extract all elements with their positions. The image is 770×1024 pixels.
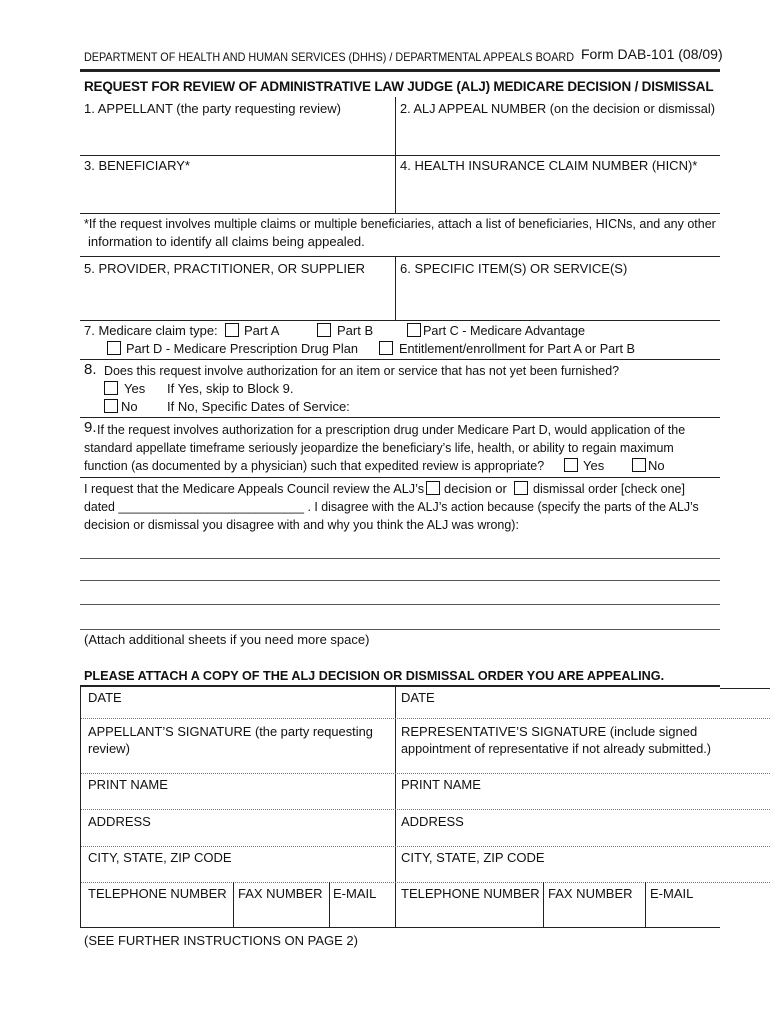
block8-yes-checkbox[interactable]	[104, 381, 118, 395]
block8-question: Does this request involve authorization for an item or service that has not yet been furnished?	[104, 363, 620, 378]
representative-telephone-field[interactable]: TELEPHONE NUMBER	[401, 886, 540, 901]
divider	[80, 155, 720, 156]
block8-no-checkbox[interactable]	[104, 399, 118, 413]
entitlement-label: Entitlement/enrollment for Part A or Part B	[399, 341, 636, 356]
appellant-email-field[interactable]: E-MAIL	[333, 886, 377, 901]
multiple-claims-note: *If the request involves multiple claims or multiple beneficiaries, attach a list of beneficiaries, HICNs, and any other	[84, 216, 716, 231]
appellant-field[interactable]: 1. APPELLANT (the party requesting review)	[84, 101, 341, 116]
divider	[80, 685, 720, 687]
divider	[81, 882, 770, 883]
part-c-label: Part C - Medicare Advantage	[423, 323, 586, 338]
divider	[80, 213, 720, 214]
appellant-signature-field[interactable]: APPELLANT’S SIGNATURE (the party requesting	[88, 724, 373, 739]
hicn-field[interactable]: 4. HEALTH INSURANCE CLAIM NUMBER (HICN)*	[400, 158, 698, 173]
request-line1: I request that the Medicare Appeals Council review the ALJ’s	[84, 481, 425, 496]
provider-field[interactable]: 5. PROVIDER, PRACTITIONER, OR SUPPLIER	[84, 261, 365, 276]
agency-header: DEPARTMENT OF HEALTH AND HUMAN SERVICES (DHHS) / DEPARTMENTAL APPEALS BOARD	[84, 50, 575, 64]
divider	[543, 882, 544, 927]
representative-signature-field[interactable]: REPRESENTATIVE’S SIGNATURE (include signed	[401, 724, 698, 739]
attach-sheets-note: (Attach additional sheets if you need more space)	[84, 632, 370, 647]
block9-line2: standard appellate timeframe seriously jeopardize the beneficiary’s life, health, or ability to regain maximum	[84, 440, 674, 455]
alj-appeal-number-field[interactable]: 2. ALJ APPEAL NUMBER (on the decision or dismissal)	[400, 101, 715, 116]
divider	[80, 687, 81, 927]
part-d-checkbox[interactable]	[107, 341, 121, 355]
representative-signature-note: appointment of representative if not already submitted.)	[401, 741, 712, 756]
decision-checkbox[interactable]	[426, 481, 440, 495]
divider	[395, 256, 396, 320]
entitlement-checkbox[interactable]	[379, 341, 393, 355]
divider	[645, 882, 646, 927]
divider	[81, 846, 770, 847]
beneficiary-field[interactable]: 3. BENEFICIARY*	[84, 158, 190, 173]
part-a-checkbox[interactable]	[225, 323, 239, 337]
appellant-print-name-field[interactable]: PRINT NAME	[88, 777, 168, 792]
divider	[233, 882, 234, 927]
divider	[80, 417, 720, 418]
representative-fax-field[interactable]: FAX NUMBER	[548, 886, 633, 901]
part-b-label: Part B	[337, 323, 374, 338]
divider	[81, 773, 770, 774]
divider	[395, 687, 396, 927]
part-a-label: Part A	[244, 323, 280, 338]
explanation-line[interactable]	[80, 580, 720, 581]
divider	[81, 809, 770, 810]
explanation-line[interactable]	[80, 558, 720, 559]
request-line3: decision or dismissal you disagree with and why you think the ALJ was wrong):	[84, 517, 519, 532]
claim-type-label: 7. Medicare claim type:	[84, 323, 218, 338]
divider	[80, 477, 720, 478]
divider	[329, 882, 330, 927]
block8-yes-label: Yes	[124, 381, 146, 396]
block9-line3: function (as documented by a physician) such that expedited review is appropriate?	[84, 458, 545, 473]
divider	[80, 256, 720, 257]
attach-copy-heading: PLEASE ATTACH A COPY OF THE ALJ DECISION OR DISMISSAL ORDER YOU ARE APPEALING.	[84, 668, 665, 683]
representative-email-field[interactable]: E-MAIL	[650, 886, 694, 901]
divider	[80, 320, 720, 321]
multiple-claims-note-cont: information to identify all claims being appealed.	[88, 234, 365, 249]
block9-no-label: No	[648, 458, 665, 473]
header-rule	[80, 69, 720, 72]
explanation-line[interactable]	[80, 604, 720, 605]
block8-no-note: If No, Specific Dates of Service:	[167, 399, 350, 414]
block9-yes-checkbox[interactable]	[564, 458, 578, 472]
block8-no-label: No	[121, 399, 138, 414]
form-number: Form DAB-101 (08/09)	[581, 46, 723, 62]
appellant-fax-field[interactable]: FAX NUMBER	[238, 886, 323, 901]
block9-yes-label: Yes	[583, 458, 605, 473]
appellant-address-field[interactable]: ADDRESS	[88, 814, 151, 829]
divider	[720, 688, 770, 689]
appellant-date-field[interactable]: DATE	[88, 690, 122, 705]
divider	[80, 927, 720, 928]
representative-address-field[interactable]: ADDRESS	[401, 814, 464, 829]
decision-label: decision or	[444, 481, 507, 496]
dismissal-checkbox[interactable]	[514, 481, 528, 495]
representative-print-name-field[interactable]: PRINT NAME	[401, 777, 481, 792]
part-d-label: Part D - Medicare Prescription Drug Plan	[126, 341, 358, 356]
block9-line1: If the request involves authorization for a prescription drug under Medicare Part D, would application of the	[97, 422, 686, 437]
appellant-signature-note: review)	[88, 741, 130, 756]
form-title: REQUEST FOR REVIEW OF ADMINISTRATIVE LAW JUDGE (ALJ) MEDICARE DECISION / DISMISSAL	[84, 79, 714, 94]
divider	[81, 718, 770, 719]
request-line2: dated ___________________________ . I disagree with the ALJ’s action because (specify the parts of the ALJ’s	[84, 499, 699, 514]
specific-items-field[interactable]: 6. SPECIFIC ITEM(S) OR SERVICE(S)	[400, 261, 628, 276]
dismissal-label: dismissal order [check one]	[533, 481, 686, 496]
appellant-telephone-field[interactable]: TELEPHONE NUMBER	[88, 886, 227, 901]
block9-number: 9.	[84, 419, 97, 436]
divider	[80, 359, 720, 360]
block8-number: 8.	[84, 361, 97, 378]
further-instructions-note: (SEE FURTHER INSTRUCTIONS ON PAGE 2)	[84, 933, 358, 948]
part-b-checkbox[interactable]	[317, 323, 331, 337]
block9-no-checkbox[interactable]	[632, 458, 646, 472]
part-c-checkbox[interactable]	[407, 323, 421, 337]
block8-yes-note: If Yes, skip to Block 9.	[167, 381, 294, 396]
appellant-city-field[interactable]: CITY, STATE, ZIP CODE	[88, 850, 232, 865]
explanation-line[interactable]	[80, 629, 720, 630]
representative-city-field[interactable]: CITY, STATE, ZIP CODE	[401, 850, 545, 865]
representative-date-field[interactable]: DATE	[401, 690, 435, 705]
